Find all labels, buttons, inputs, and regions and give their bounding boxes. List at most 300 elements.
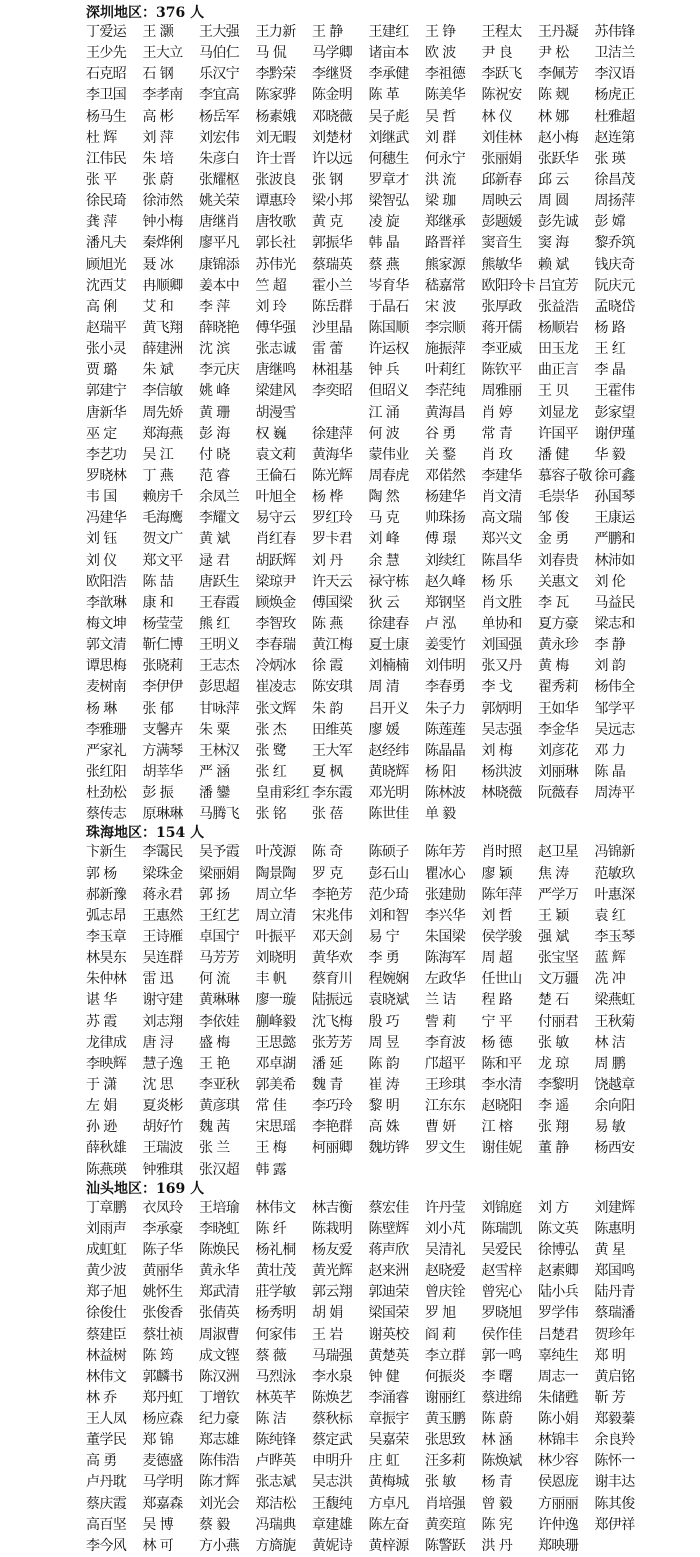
person-name: 杨 青 [481,1474,513,1491]
person-name: 方小燕 [199,1537,240,1554]
name-row [86,677,700,698]
person-name: 禄守栋 [368,573,409,590]
person-name: 杨建华 [425,489,466,506]
person-name: 邹 俊 [538,510,569,527]
person-name: 冯锦新 [594,844,635,861]
person-name: 赵小梅 [538,129,579,146]
person-name: 林 仪 [481,108,513,125]
name-row [86,1282,700,1303]
person-name: 刘小芃 [425,1220,466,1237]
person-name: 訾 莉 [425,1013,456,1030]
person-name: 袁 红 [594,907,626,924]
person-name: 郑兴文 [481,531,522,548]
name-row [86,969,700,990]
person-name: 周淑曹 [199,1326,240,1343]
person-name: 黄彦琪 [199,1098,240,1115]
person-name: 蒋开儒 [481,320,522,337]
person-name: 王 艳 [199,1055,230,1072]
person-name: 郭一鸣 [481,1347,522,1364]
name-row [86,762,700,783]
person-name: 刘显龙 [538,404,579,421]
person-name: 李伊伊 [142,679,183,696]
name-row [86,318,700,339]
person-name: 侯学骏 [481,928,522,945]
person-name: 程 路 [481,992,513,1009]
person-name: 蔡宏佳 [368,1199,409,1216]
name-row [86,1472,700,1493]
person-name: 江东东 [425,1098,466,1115]
person-name: 李智玫 [255,616,296,632]
person-name: 宋 波 [425,298,456,315]
person-name: 刘和智 [368,907,409,924]
person-name: 魏 青 [312,1076,343,1093]
person-name: 洪 丹 [481,1537,513,1554]
name-row [86,445,700,466]
person-name: 黄梅城 [368,1474,409,1491]
person-name: 熊 红 [199,616,230,632]
name-row [86,804,700,825]
person-name: 张又丹 [481,658,522,675]
person-name: 李春瑞 [255,637,296,654]
person-name: 熊敏华 [481,256,522,273]
person-name: 马益民 [594,594,635,611]
person-name: 邓偌然 [425,468,466,485]
person-name: 慧子逸 [142,1055,183,1072]
person-name: 关惠文 [538,573,579,590]
person-name: 石克昭 [86,66,127,83]
name-row [86,1409,700,1430]
person-name: 余向阳 [594,1098,635,1115]
person-name: 徐博弘 [538,1241,579,1258]
person-name: 罗晓旭 [481,1305,522,1322]
person-name: 林吉衡 [312,1199,353,1216]
person-name: 赖 斌 [538,256,569,273]
person-name: 唐继鸣 [255,362,296,379]
person-name: 丁章鹏 [86,1199,127,1216]
name-row [86,699,700,720]
person-name: 陈 燕 [312,616,343,632]
person-name: 罗文生 [425,1140,466,1157]
person-name: 陈和平 [481,1055,522,1072]
person-name: 王 贝 [538,383,569,400]
person-name: 曲正言 [538,362,579,379]
person-name: 黄妮诗 [312,1537,353,1554]
person-name: 李艳芳 [312,886,353,903]
person-name: 郭炳明 [481,700,522,717]
person-name: 许天云 [312,573,353,590]
person-name: 李祖德 [425,66,466,83]
person-name: 庄 虹 [368,1453,400,1470]
person-name: 曾庆铨 [425,1284,466,1301]
person-name: 苏伟光 [255,256,296,273]
person-name: 刘建辉 [594,1199,635,1216]
person-name: 于晶石 [368,298,409,315]
person-name: 刘 丹 [312,552,343,569]
person-name: 陈壁辉 [368,1220,409,1237]
person-name: 张 铭 [255,806,287,823]
person-name: 何 波 [368,425,400,442]
person-name: 赵雪梓 [481,1263,522,1280]
person-name: 彭家望 [594,404,635,421]
person-name: 贺珍年 [594,1326,635,1343]
name-row [86,1430,700,1451]
person-name: 焦 涛 [538,865,569,882]
person-name: 高文瑞 [481,510,522,527]
person-name: 刘佳林 [481,129,522,146]
person-name: 文万疆 [538,971,579,988]
person-name: 马瑞强 [312,1347,353,1364]
person-name: 龙律成 [86,1034,127,1051]
person-name: 杨 德 [481,1034,513,1051]
person-name: 彭思超 [199,679,240,696]
person-name: 张汉超 [199,1161,240,1178]
person-name: 陈海军 [425,950,466,967]
person-name: 李 勇 [368,950,400,967]
person-name: 崔 涛 [368,1076,400,1093]
person-name: 雷 迅 [142,971,174,988]
person-name: 余凤兰 [199,489,240,506]
person-name: 陈金明 [312,87,353,104]
person-name: 黄楚英 [368,1347,409,1364]
person-name: 李雅珊 [86,721,127,738]
person-name: 宁 平 [481,1013,513,1030]
person-name: 黄丽华 [142,1263,183,1280]
name-row [86,22,700,43]
person-name: 姜本中 [199,277,240,294]
person-name: 陈栽明 [312,1220,353,1237]
person-name: 韩 晶 [368,235,400,252]
person-name: 蔡 燕 [368,256,400,273]
person-name: 谭惠玲 [255,193,296,210]
person-name: 阮庆元 [594,277,635,294]
person-name: 徐 霞 [312,658,343,675]
person-name: 蓝 辉 [594,950,626,967]
name-row [86,656,700,677]
person-name: 王大军 [312,742,353,759]
person-name: 窦 海 [538,235,569,252]
person-name: 高 姝 [368,1119,400,1136]
person-name: 梁琼尹 [255,573,296,590]
person-name: 李继贤 [312,66,353,83]
person-name: 邓晓薇 [312,108,353,125]
person-name: 朱储甦 [538,1389,579,1406]
person-name: 陈硕子 [368,844,409,861]
person-name: 左 娟 [86,1098,117,1115]
person-name: 吴志洪 [312,1474,353,1491]
person-name: 李巧玲 [312,1098,353,1115]
name-row [86,149,700,170]
person-name: 王力新 [255,24,296,41]
person-name: 张红阳 [86,763,127,780]
name-row [86,1159,700,1180]
person-name: 张厚政 [481,298,522,315]
person-name: 李茫纯 [425,383,466,400]
person-name: 吴连群 [142,950,183,967]
person-name: 蔡定武 [312,1432,353,1449]
person-name: 郑伊祥 [594,1516,635,1533]
name-row [86,466,700,487]
person-name: 逯 君 [199,552,230,569]
person-name: 刘宏伟 [199,129,240,146]
person-name: 张丽娟 [481,150,522,167]
person-name: 李依娃 [199,1013,240,1030]
person-name: 蔡瑞潘 [594,1305,635,1322]
person-name: 何永宁 [425,150,466,167]
person-name: 汪多莉 [425,1453,466,1470]
person-name: 林锦丰 [538,1432,579,1449]
name-row [86,593,700,614]
person-name: 郭振华 [312,235,353,252]
person-name: 许仲逸 [538,1516,579,1533]
person-name: 李歆琳 [86,594,127,611]
person-name: 王 灏 [142,24,174,41]
person-name: 朱 韵 [312,700,343,717]
person-name: 薛建洲 [142,341,183,358]
person-name: 何家伟 [255,1326,296,1343]
person-name: 梁珠金 [142,865,183,882]
person-name: 王培瑜 [199,1199,240,1216]
person-name: 巫 定 [86,425,117,442]
person-name: 陈才辉 [199,1474,240,1491]
person-name: 蒙伟业 [368,446,409,463]
name-row [86,1219,700,1240]
person-name: 江 涌 [368,404,400,421]
person-name: 陈 觌 [538,87,569,104]
person-name: 刘锦庭 [481,1199,522,1216]
person-name: 蔡庆霞 [86,1495,127,1512]
person-name: 李水清 [481,1076,522,1093]
person-name: 李东霞 [312,785,353,802]
person-name: 蔡瑞英 [312,256,353,273]
person-name: 殷 巧 [368,1013,400,1030]
person-name: 张 瑛 [594,150,626,167]
person-name: 刘 群 [425,129,456,146]
person-name: 甘咏萍 [199,700,240,717]
person-name: 阎 莉 [425,1326,456,1343]
person-name: 王志杰 [199,658,240,675]
person-name: 刘无暇 [255,129,296,146]
person-name: 郑 明 [594,1347,626,1364]
person-name: 王 梅 [255,1140,287,1157]
person-name: 常 青 [481,425,513,442]
person-name: 孟晓岱 [594,298,635,315]
person-name: 赵连第 [594,129,635,146]
person-name: 岑育华 [368,277,409,294]
name-row [86,1011,700,1032]
person-name: 叶茂源 [255,844,296,861]
person-name: 刘继武 [368,129,409,146]
person-name: 杨 乐 [481,573,513,590]
person-name: 权 巍 [255,425,287,442]
person-name: 陈燕瑛 [86,1161,127,1178]
name-row [86,508,700,529]
person-name: 王馥纯 [312,1495,353,1512]
name-row [86,1138,700,1159]
person-name: 钟小梅 [142,214,183,231]
person-name: 纪力豪 [199,1411,240,1428]
person-name: 熊家源 [425,256,466,273]
person-name: 梁智弘 [368,193,409,210]
person-name: 沙里晶 [312,320,353,337]
person-name: 于 潇 [86,1076,117,1093]
person-name: 郭麟书 [142,1368,183,1385]
person-name: 彭先诚 [538,214,579,231]
person-name: 程婉娴 [368,971,409,988]
person-name: 郭 杨 [86,865,117,882]
person-name: 郑子旭 [86,1284,127,1301]
person-name: 李建华 [481,468,522,485]
person-name: 杨礼桐 [255,1241,296,1258]
person-name: 郝新豫 [86,886,127,903]
person-name: 杜劲松 [86,785,127,802]
person-name: 谢佳妮 [481,1140,522,1157]
person-name: 李晓虹 [199,1220,240,1237]
name-row [86,276,700,297]
name-row [86,551,700,572]
person-name: 唐 浔 [142,1034,174,1051]
person-name: 范敏玖 [594,865,635,882]
person-name: 林英芊 [255,1389,296,1406]
person-name: 霍小兰 [312,277,353,294]
person-name: 欧阳玲卡 [481,277,536,294]
person-name: 江伟民 [86,150,127,167]
person-name: 王诗雁 [142,928,183,945]
person-name: 彭 振 [142,785,174,802]
person-name: 刘丽琳 [538,763,579,780]
person-name: 李玉琴 [594,928,635,945]
person-name: 叶振平 [255,928,296,945]
person-name: 杨虎正 [594,87,635,104]
person-name: 卢 泓 [425,616,456,632]
person-name: 刘 钰 [86,531,117,548]
person-name: 薛秋雄 [86,1140,127,1157]
name-row [86,927,700,948]
person-name: 陈 筠 [142,1347,174,1364]
person-name: 刘 韵 [594,658,626,675]
person-name: 梁丽娟 [199,865,240,882]
person-name: 蒯峰毅 [255,1013,296,1030]
person-name: 李亚威 [481,341,522,358]
person-name: 田玉龙 [538,341,579,358]
person-name: 华 毅 [594,446,626,463]
region-section [86,1181,700,1557]
person-name: 原琳琳 [142,806,183,823]
person-name: 王瑞波 [142,1140,183,1157]
person-name: 李 遥 [538,1098,569,1115]
person-name: 蔡 毅 [199,1516,230,1533]
person-name: 郭建宁 [86,383,127,400]
person-name: 王思懿 [255,1034,296,1051]
person-name: 梁燕虹 [594,992,635,1009]
person-name: 苏 霞 [86,1013,117,1030]
person-name: 王倫石 [255,468,296,485]
person-name: 毛海鹰 [142,510,183,527]
person-name: 王惠然 [142,907,183,924]
name-row [86,783,700,804]
person-name: 郑映珊 [538,1537,579,1554]
person-name: 徐建萍 [312,425,353,442]
person-name: 江 榕 [481,1119,513,1136]
person-name: 单协和 [481,616,522,632]
person-name: 陈林波 [425,785,466,802]
person-name: 黄 梅 [538,658,569,675]
person-name: 王人凤 [86,1411,127,1428]
person-name: 李信敏 [142,383,183,400]
person-name: 刘彦花 [538,742,579,759]
person-name: 方卓凡 [368,1495,409,1512]
person-name: 李佩芳 [538,66,579,83]
person-name: 刘伟明 [425,658,466,675]
person-name: 林沛如 [594,552,635,569]
name-row [86,1536,700,1557]
person-name: 黄琳琳 [199,992,240,1009]
person-name: 韦 国 [86,489,117,506]
person-name: 李涌睿 [368,1389,409,1406]
name-row [86,1451,700,1472]
person-name: 杨素娥 [255,108,296,125]
person-name: 乐汉宁 [199,66,240,83]
person-name: 康 和 [142,594,174,611]
person-name: 郑钢坚 [425,594,466,611]
person-name: 黄海华 [312,446,353,463]
person-name: 李亚秋 [199,1076,240,1093]
person-name: 廖 媛 [368,721,400,738]
person-name: 吕楚君 [538,1326,579,1343]
person-name: 赵晓爱 [425,1263,466,1280]
person-name: 潘 延 [312,1055,343,1072]
person-name: 郑海燕 [142,425,183,442]
person-name: 单 毅 [425,806,456,823]
person-name: 谌 华 [86,992,117,1009]
person-name: 张思致 [425,1432,466,1449]
name-row [86,297,700,318]
person-name: 黄永珍 [538,637,579,654]
person-name: 吴嘉荣 [368,1432,409,1449]
person-name: 盛 梅 [199,1034,230,1051]
person-name: 罗章才 [368,172,409,189]
person-name: 梁国荣 [368,1305,409,1322]
person-name: 刘 仪 [86,552,117,569]
person-name: 关 鍪 [425,446,456,463]
person-name: 陈 洁 [255,1411,287,1428]
person-name: 李 瓦 [538,594,569,611]
person-name: 张 翔 [538,1119,569,1136]
person-name: 章建雄 [312,1516,353,1533]
person-name: 卢丹耽 [86,1474,127,1491]
person-name: 李兴华 [425,907,466,924]
person-name: 张 兰 [199,1140,230,1157]
person-name: 徐昌茂 [594,172,635,189]
person-name: 马腾飞 [199,806,240,823]
person-name: 朱 培 [142,150,174,167]
person-name: 邓光明 [368,785,409,802]
person-name: 方旖旎 [255,1537,296,1554]
person-name: 皇甫彩红 [255,785,310,802]
person-name: 魏坊铧 [368,1140,409,1157]
person-name: 帅珠扬 [425,510,466,527]
person-name: 刘 哲 [481,907,513,924]
person-name: 洪 流 [425,172,456,189]
person-name: 贾 璐 [86,362,117,379]
person-name: 左政华 [425,971,466,988]
person-name: 马烈泳 [255,1368,296,1385]
name-row [86,948,700,969]
person-name: 叶惠深 [594,886,635,903]
person-name: 李孝南 [142,87,183,104]
person-name: 陈伟浩 [199,1453,240,1470]
person-name: 肖红春 [255,531,296,548]
person-name: 李育波 [425,1034,466,1051]
